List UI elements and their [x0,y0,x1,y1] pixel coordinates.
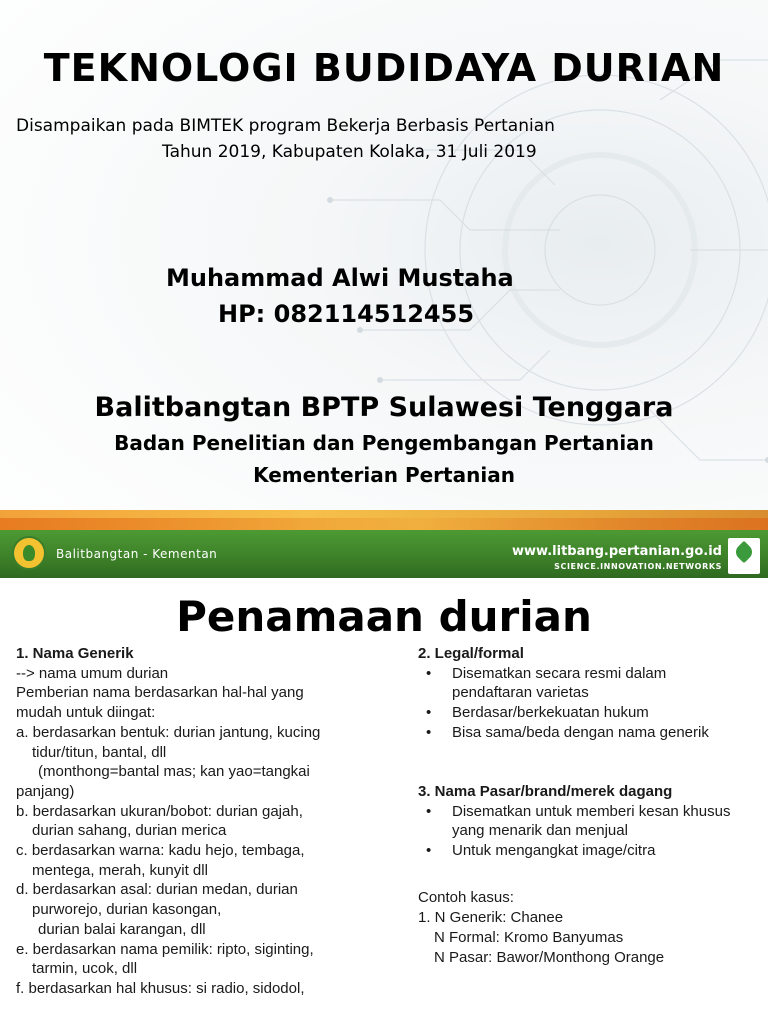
list-item-d-cont: purworejo, durian kasongan, [32,901,222,919]
list-item-c-cont: mentega, merah, kunyit dll [32,861,208,879]
footer-banner [0,510,768,578]
bullet-text: Disematkan secara resmi dalam [452,664,667,682]
list-item-a: a. berdasarkan bentuk: durian jantung, kucing [16,723,321,741]
slide-title: Penamaan durian [176,592,592,641]
bullet-icon: • [426,842,432,859]
bullet-icon: • [426,723,432,741]
list-item-a-cont: (monthong=bantal mas; kan yao=tangkai [38,763,310,781]
list-item-b-cont: durian sahang, durian merica [32,822,227,840]
balitbangtan-logo-icon [12,536,46,570]
bullet-text: Disematkan untuk memberi kesan khusus [452,802,731,820]
list-item-d: d. berdasarkan asal: durian medan, durian [16,881,298,899]
bullet-item [418,841,763,861]
subtitle-line-2: Tahun 2019, Kabupaten Kolaka, 31 Juli 2019 [162,142,537,162]
text-line: mudah untuk diingat: [16,704,156,722]
agro-logo-icon [728,538,760,574]
bullet-icon: • [426,802,432,820]
list-item-b: b. berdasarkan ukuran/bobot: durian gajah, [16,802,303,820]
list-item-a-cont: tidur/titun, bantal, dll [32,743,167,761]
case-title: Contoh kasus: [418,889,514,907]
case-item-cont: N Pasar: Bawor/Monthong Orange [434,948,665,966]
section-heading-market: 3. Nama Pasar/brand/merek dagang [418,782,673,800]
list-item-f: f. berdasarkan hal khusus: si radio, sidodol, [16,979,305,997]
content-slide [0,578,768,1024]
bullet-text-cont: pendaftaran varietas [452,684,589,702]
list-item-e-cont: tarmin, ucok, dll [32,960,138,978]
institution-line-3: Kementerian Pertanian [253,463,515,487]
bullet-item [418,703,763,723]
case-item: 1. N Generik: Chanee [418,909,564,927]
text-line: Pemberian nama berdasarkan hal-hal yang [16,684,304,702]
presenter-name: Muhammad Alwi Mustaha [166,264,514,292]
banner-brand-text: Balitbangtan - Kementan [56,547,218,561]
banner-url: www.litbang.pertanian.go.id [512,544,722,559]
bullet-text-cont: yang menarik dan menjual [452,822,628,840]
subtitle-line-1: Disampaikan pada BIMTEK program Bekerja Berbasis Pertanian [16,116,555,136]
list-item-c: c. berdasarkan warna: kadu hejo, tembaga, [16,842,305,860]
banner-tagline: SCIENCE.INNOVATION.NETWORKS [554,562,722,571]
institution-name: Balitbangtan BPTP Sulawesi Tenggara [94,392,674,423]
bullet-icon: • [426,704,432,722]
right-column [418,644,763,967]
bullet-text: Untuk mengangkat image/citra [452,842,656,859]
bullet-item [418,664,763,684]
bullet-text: Bisa sama/beda dengan nama generik [452,723,709,741]
bullet-item [418,723,763,743]
list-item-a-cont: panjang) [16,782,75,800]
list-item-e: e. berdasarkan nama pemilik: ripto, siginting, [16,940,314,958]
bullet-icon: • [426,664,432,682]
institution-line-2: Badan Penelitian dan Pengembangan Pertanian [114,431,654,455]
left-column [16,644,388,999]
bullet-text: Berdasar/berkekuatan hukum [452,704,649,722]
list-item-d-cont: durian balai karangan, dll [38,920,206,938]
case-item-cont: N Formal: Kromo Banyumas [434,928,624,946]
bullet-item [418,802,763,822]
text-line: --> nama umum durian [16,664,169,682]
section-heading-legal: 2. Legal/formal [418,645,524,662]
presentation-title: TEKNOLOGI BUDIDAYA DURIAN [43,46,725,90]
section-heading-generic: 1. Nama Generik [16,645,134,662]
presenter-phone: HP: 082114512455 [218,300,475,328]
